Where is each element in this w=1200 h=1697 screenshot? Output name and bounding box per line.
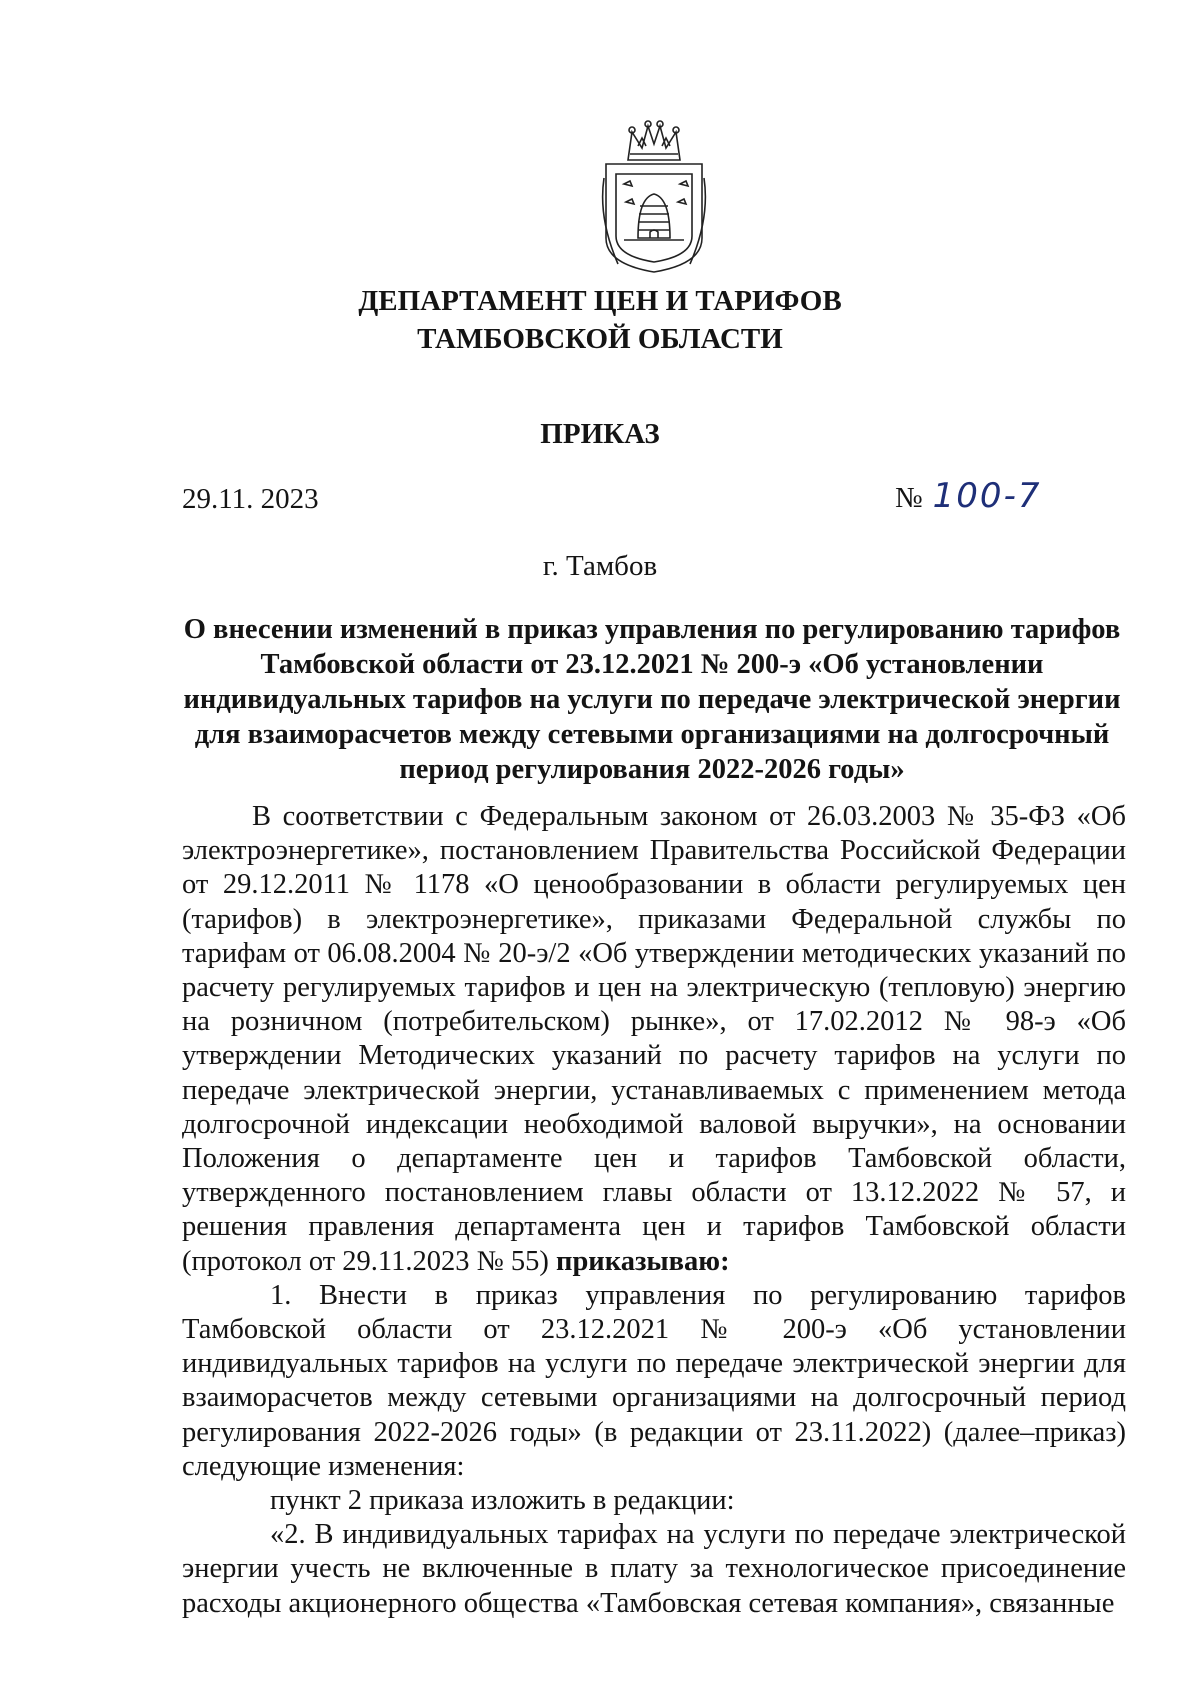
- department-line-1: ДЕПАРТАМЕНТ ЦЕН И ТАРИФОВ: [358, 285, 842, 317]
- preamble-paragraph: [182, 800, 1126, 1279]
- order-body: [182, 800, 1126, 1621]
- item-1-paragraph: 1. Внести в приказ управления по регулированию тарифов Тамбовской области от 23.12.2021 № 200-э «Об установлении индивидуальных тарифов на услуги по передаче электрической энергии для взаиморасчетов между сетевыми организациями на долгосрочный период регулирования 2022-2026 годы» (в редакции от 23.11.2022) (далее–приказ) следующие изменения:: [182, 1279, 1126, 1482]
- order-directive-word: приказываю:: [556, 1245, 730, 1277]
- item-2-paragraph: «2. В индивидуальных тарифах на услуги по передаче электрической энергии учесть не включенные в плату за технологическое присоединение расходы акционерного общества «Тамбовская сетевая компания», связанные: [182, 1519, 1126, 1619]
- item-1-subparagraph: пункт 2 приказа изложить в редакции:: [270, 1485, 735, 1517]
- city-name: г. Тамбов: [542, 550, 658, 582]
- tambov-coat-of-arms-emblem: [598, 118, 710, 276]
- handwritten-order-number: 100-7: [932, 476, 1042, 516]
- order-date: 29.11. 2023: [182, 483, 319, 515]
- document-type-title: ПРИКАЗ: [540, 418, 660, 450]
- number-sign: №: [895, 482, 923, 514]
- preamble-text: В соответствии с Федеральным законом от 26.03.2003 № 35-ФЗ «Об электроэнергетике», постановлением Правительства Российской Федерации от 29.12.2011 № 1178 «О ценообразовании в области регулируемых цен (тарифов) в электроэнергетике», приказами Федеральной службы по тарифам от 06.08.2004 № 20-э/2 «Об утверждении методических указаний по расчету регулируемых тарифов и цен на электрическую (тепловую) энергию на розничном (потребительском) рынке», от 17.02.2012 № 98-э «Об утверждении Методических указаний по расчету тарифов на услуги по передаче электрической энергии, устанавливаемых с применением метода долгосрочной индексации необходимой валовой выручки», на основании Положения о департаменте цен и тарифов Тамбовской области, утвержденного постановлением главы области от 13.12.2022 № 57, и решения правления департамента цен и тарифов Тамбовской области (протокол от 29.11.2023 № 55): [182, 801, 1126, 1277]
- department-name: [0, 282, 1200, 358]
- order-number: [895, 476, 1041, 516]
- order-subject-title: О внесении изменений в приказ управления по регулированию тарифов Тамбовской области от 23.12.2021 № 200-э «Об установлении индивидуальных тарифов на услуги по передаче электрической энергии для взаиморасчетов между сетевыми организациями на долгосрочный период регулирования 2022-2026 годы»: [183, 614, 1121, 785]
- department-line-2: ТАМБОВСКОЙ ОБЛАСТИ: [417, 323, 783, 355]
